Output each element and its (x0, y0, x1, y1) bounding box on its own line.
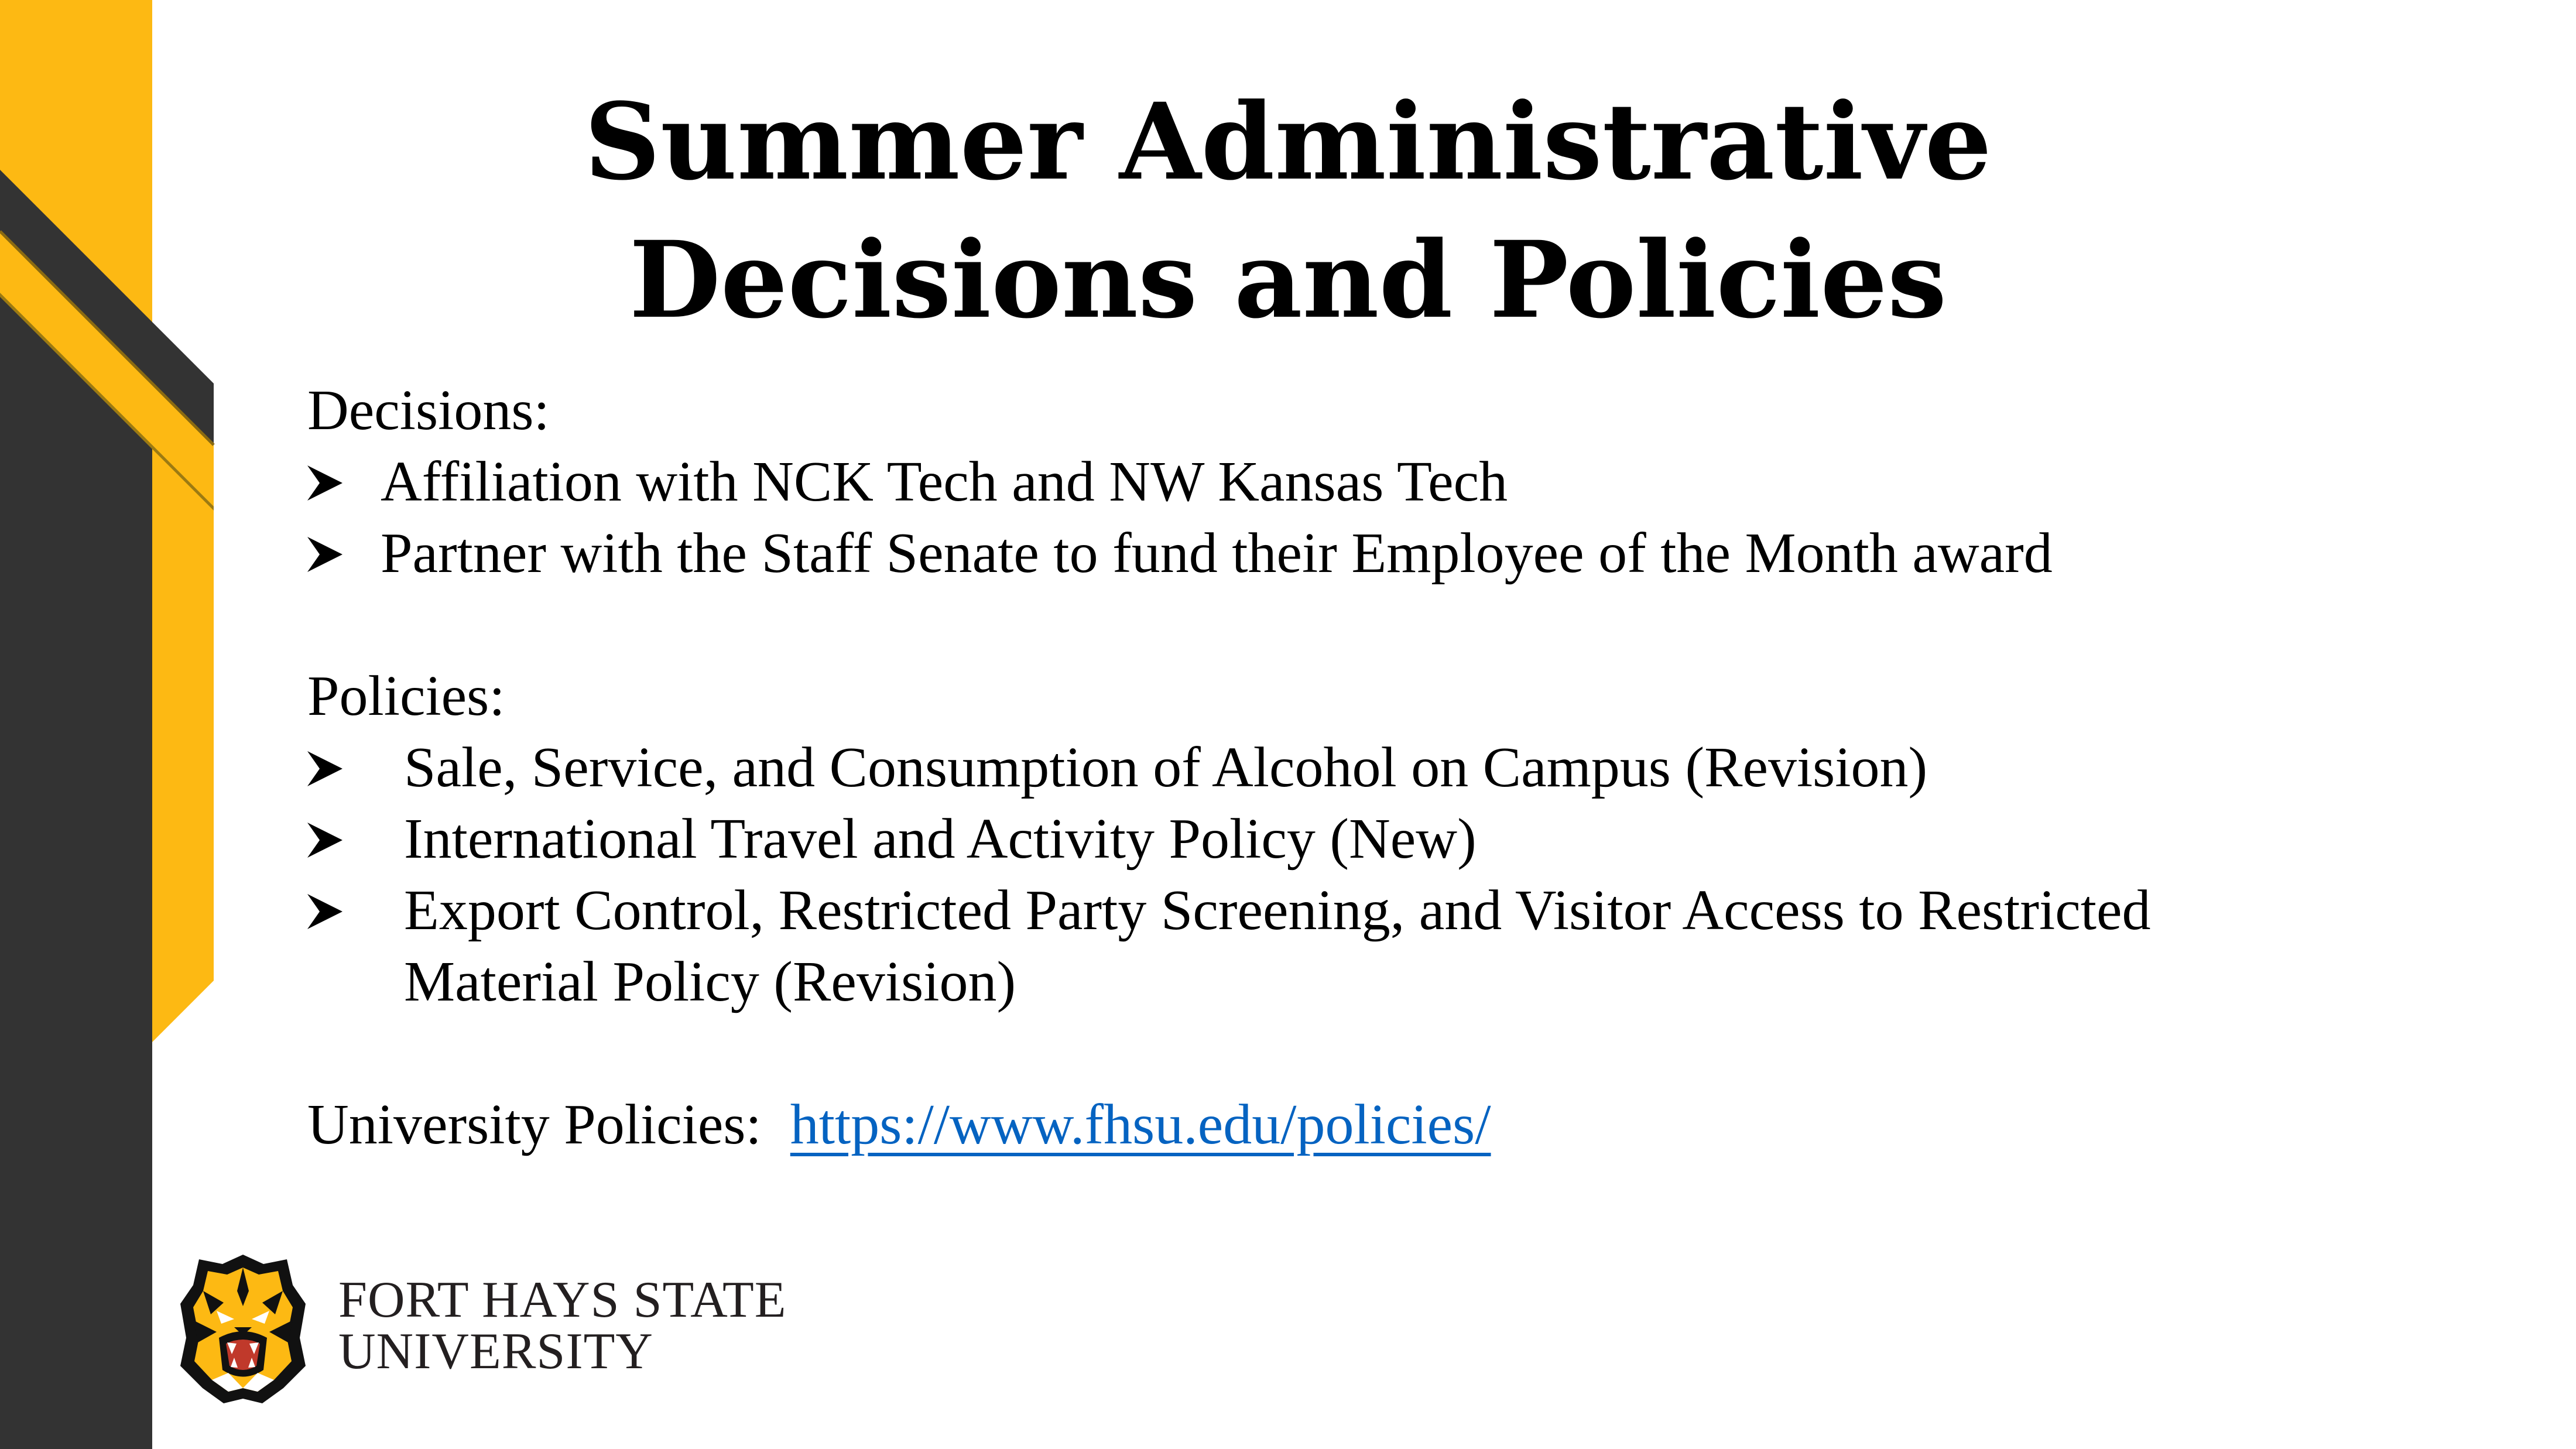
page-title: Summer Administrative Decisions and Policies (584, 80, 1992, 342)
arrow-bullet-icon (307, 537, 342, 572)
logo-wordmark (338, 1272, 787, 1380)
logo-line-1: FORT HAYS STATE (338, 1272, 787, 1328)
arrow-bullet-icon (307, 465, 342, 501)
university-policies-label: University Policies: (307, 1093, 762, 1156)
arrow-bullet-icon (307, 751, 342, 786)
policy-item-text: Sale, Service, and Consumption of Alcohol on Campus (Revision) (404, 736, 1928, 799)
bullet-marker (307, 803, 404, 875)
university-logo (176, 1250, 831, 1408)
arrow-bullet-icon (307, 823, 342, 858)
spacer (307, 589, 2356, 660)
arrow-bullet-icon (307, 894, 342, 929)
decision-item-text: Partner with the Staff Senate to fund their Employee of the Month award (381, 522, 2053, 585)
bullet-marker (307, 518, 381, 589)
decisions-list (307, 446, 2356, 589)
decisions-label: Decisions: (307, 379, 550, 442)
bullet-marker (307, 732, 404, 803)
policies-label: Policies: (307, 664, 505, 728)
bullet-marker (307, 446, 381, 518)
spacer (307, 1018, 2356, 1089)
policy-item-text: Export Control, Restricted Party Screening, and Visitor Access to Restricted Material Policy (Revision) (404, 879, 2151, 1013)
slide-content (307, 375, 2356, 1160)
list-item (307, 518, 2356, 589)
side-decoration (0, 0, 234, 1449)
decision-item-text: Affiliation with NCK Tech and NW Kansas Tech (381, 450, 1508, 513)
list-item (307, 875, 2356, 1018)
bullet-marker (307, 875, 404, 946)
tiger-head-icon (176, 1250, 310, 1408)
list-item (307, 732, 2356, 803)
logo-line-2: UNIVERSITY (338, 1323, 653, 1380)
policy-item-text: International Travel and Activity Policy (New) (404, 807, 1477, 871)
university-policies-line (307, 1089, 2356, 1160)
list-item (307, 446, 2356, 518)
policies-link[interactable]: https://www.fhsu.edu/policies/ (790, 1093, 1491, 1156)
policies-list (307, 732, 2356, 1018)
list-item (307, 803, 2356, 875)
